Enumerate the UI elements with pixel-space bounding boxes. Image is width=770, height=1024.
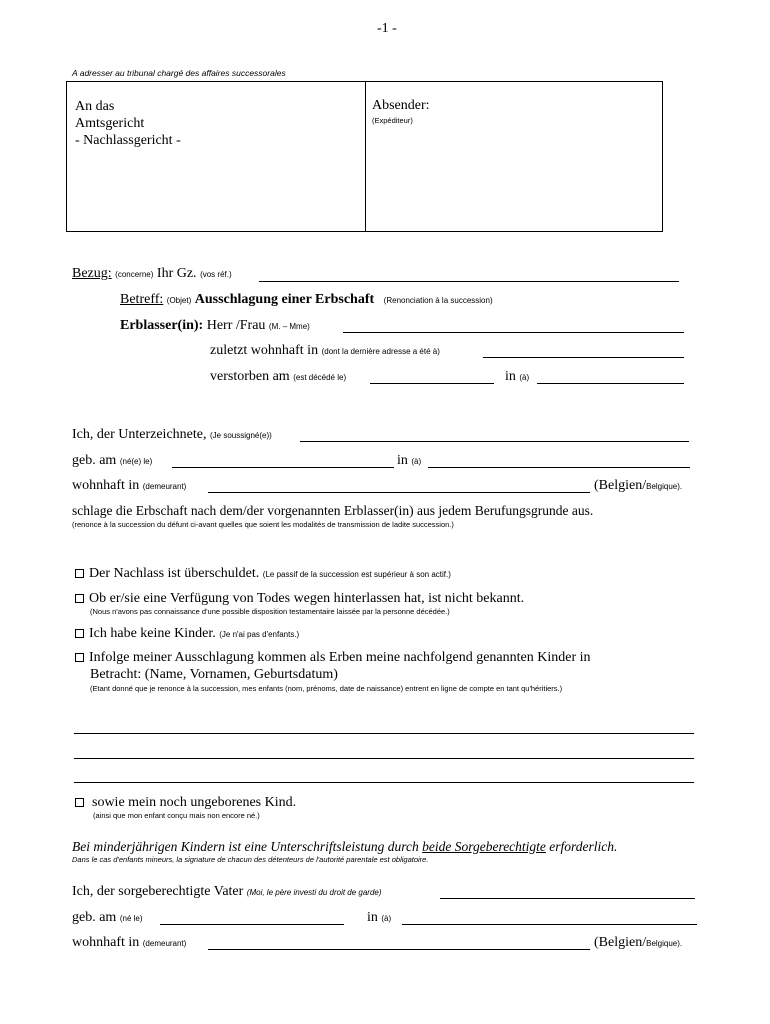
address-box-divider <box>365 81 366 232</box>
checkbox-unborn-child[interactable] <box>75 798 84 807</box>
sender-sub: (Expéditeur) <box>372 116 413 125</box>
declaration-text: schlage die Erbschaft nach dem/der vorgenannten Erblasser(in) aus jedem Berufungsgrunde aus. <box>72 503 594 518</box>
declaration-fr: (renonce à la succession du défunt ci-avant quelles que soient les modalités de transmission de ladite succession.) <box>72 520 454 529</box>
born-date-field[interactable] <box>172 467 394 468</box>
signatory-field[interactable] <box>300 441 689 442</box>
father-field[interactable] <box>440 898 695 899</box>
signatory-row <box>72 427 272 443</box>
option-no-will-known-text: Ob er/sie eine Verfügung von Todes wegen hinterlassen hat, ist nicht bekannt. <box>89 591 525 606</box>
father-fr: (Moi, le père investi du droit de garde) <box>246 888 382 897</box>
born-in-fr: (à) <box>411 457 422 466</box>
option-overindebted-fr: (Le passif de la succession est supérieur à son actif.) <box>262 570 451 579</box>
death-row <box>210 369 346 385</box>
father-born-place-label <box>367 910 391 926</box>
father-residence-field[interactable] <box>208 949 590 950</box>
erblasser-text: Herr /Frau <box>206 318 266 333</box>
option-overindebted[interactable] <box>75 566 451 582</box>
minors-note-pre: Bei minderjährigen Kindern ist eine Unterschriftsleistung durch <box>72 839 423 854</box>
minors-note-underlined: beide Sorgeberechtigte <box>422 839 546 854</box>
option-no-children[interactable] <box>75 626 299 642</box>
option-no-will-known[interactable] <box>75 591 524 607</box>
erblasser-fr: (M. – Mme) <box>268 322 310 331</box>
minors-note-fr: Dans le cas d'enfants mineurs, la signature de chacun des détenteurs de l'autorité parentale est obligatoire. <box>72 855 429 864</box>
residence-country <box>594 478 682 494</box>
minors-note-post: erforderlich. <box>545 839 618 854</box>
option-children-heirs[interactable] <box>75 650 591 666</box>
death-text: verstorben am <box>210 369 290 384</box>
option-children-heirs-text2: Betracht: (Name, Vornamen, Geburtsdatum) <box>90 667 338 682</box>
father-residence-text: wohnhaft in <box>72 935 140 950</box>
father-residence-country-de: (Belgien/ <box>594 935 647 950</box>
born-text: geb. am <box>72 453 117 468</box>
father-residence-country-fr: Belgique). <box>646 939 683 948</box>
father-residence-fr: (demeurant) <box>142 939 187 948</box>
option-children-heirs-text: Infolge meiner Ausschlagung kommen als Erben meine nachfolgend genannten Kinder in <box>89 650 591 665</box>
betreff-fr2: (Renonciation à la succession) <box>383 296 493 305</box>
children-line-2[interactable] <box>74 758 694 759</box>
recipient-block <box>75 98 181 149</box>
betreff-row <box>120 292 493 308</box>
residence-text: wohnhaft in <box>72 478 140 493</box>
checkbox-no-children[interactable] <box>75 629 84 638</box>
father-text: Ich, der sorgeberechtigte Vater <box>72 884 244 899</box>
children-line-3[interactable] <box>74 782 694 783</box>
last-residence-row <box>210 343 440 359</box>
bezug-fr2: (vos réf.) <box>200 270 232 279</box>
betreff-text: Ausschlagung einer Erbschaft <box>194 292 375 307</box>
betreff-label: Betreff: <box>120 292 164 307</box>
signatory-fr: (Je soussigné(e)) <box>209 431 272 440</box>
erblasser-row <box>120 318 310 334</box>
option-children-heirs-fr: (Etant donné que je renonce à la succession, mes enfants (nom, prénoms, date de naissance) entrent en ligne de compte en tant qu'héritiers.) <box>90 684 563 693</box>
residence-country-de: (Belgien/ <box>594 478 647 493</box>
born-row <box>72 453 152 469</box>
address-note: A adresser au tribunal chargé des affaires successorales <box>72 68 286 78</box>
death-place-field[interactable] <box>537 383 684 384</box>
checkbox-overindebted[interactable] <box>75 569 84 578</box>
born-place-label <box>397 453 421 469</box>
residence-field[interactable] <box>208 492 590 493</box>
father-born-place-field[interactable] <box>402 924 697 925</box>
death-in: in <box>505 369 516 384</box>
option-unborn-child-text: sowie mein noch ungeborenes Kind. <box>92 795 297 810</box>
recipient-line-2: Amtsgericht <box>75 116 145 131</box>
bezug-label: Bezug: <box>72 266 112 281</box>
option-unborn-child[interactable] <box>75 795 296 811</box>
sender-label: Absender: <box>372 98 430 113</box>
last-residence-field[interactable] <box>483 357 684 358</box>
children-line-1[interactable] <box>74 733 694 734</box>
recipient-line-1: An das <box>75 99 115 114</box>
bezug-text: Ihr Gz. <box>156 266 197 281</box>
death-date-field[interactable] <box>370 383 494 384</box>
born-place-field[interactable] <box>428 467 690 468</box>
bezug-row <box>72 266 232 282</box>
signatory-text: Ich, der Unterzeichnete, <box>72 427 207 442</box>
born-fr: (né(e) le) <box>119 457 153 466</box>
page-number: -1 - <box>377 21 397 36</box>
father-born-in-fr: (à) <box>381 914 392 923</box>
option-overindebted-text: Der Nachlass ist überschuldet. <box>89 566 260 581</box>
checkbox-children-heirs[interactable] <box>75 653 84 662</box>
erblasser-label: Erblasser(in): <box>120 318 204 333</box>
father-born-in: in <box>367 910 378 925</box>
option-unborn-child-fr: (ainsi que mon enfant conçu mais non encore né.) <box>93 811 260 820</box>
option-no-children-fr: (Je n'ai pas d'enfants.) <box>219 630 300 639</box>
residence-country-fr: Belgique). <box>646 482 683 491</box>
option-no-will-known-fr: (Nous n'avons pas connaissance d'une possible disposition testamentaire laissée par la personne décédée.) <box>90 607 450 616</box>
option-no-children-text: Ich habe keine Kinder. <box>89 626 216 641</box>
residence-fr: (demeurant) <box>142 482 187 491</box>
father-residence-country <box>594 935 682 951</box>
betreff-fr: (Objet) <box>166 296 192 305</box>
last-residence-text: zuletzt wohnhaft in <box>210 343 319 358</box>
born-in: in <box>397 453 408 468</box>
father-residence-row <box>72 935 186 951</box>
last-residence-fr: (dont la dernière adresse a été à) <box>321 347 440 356</box>
bezug-fr: (concerne) <box>115 270 154 279</box>
bezug-field[interactable] <box>259 281 679 282</box>
death-place-label <box>505 369 529 385</box>
checkbox-no-will-known[interactable] <box>75 594 84 603</box>
father-born-text: geb. am <box>72 910 117 925</box>
death-fr: (est décédé le) <box>293 373 347 382</box>
erblasser-field[interactable] <box>343 332 684 333</box>
father-born-date-field[interactable] <box>160 924 344 925</box>
father-born-fr: (né le) <box>119 914 143 923</box>
recipient-line-3: - Nachlassgericht - <box>75 133 181 148</box>
minors-note <box>72 839 617 855</box>
father-row <box>72 884 382 900</box>
residence-row <box>72 478 186 494</box>
death-in-fr: (à) <box>519 373 530 382</box>
father-born-row <box>72 910 143 926</box>
